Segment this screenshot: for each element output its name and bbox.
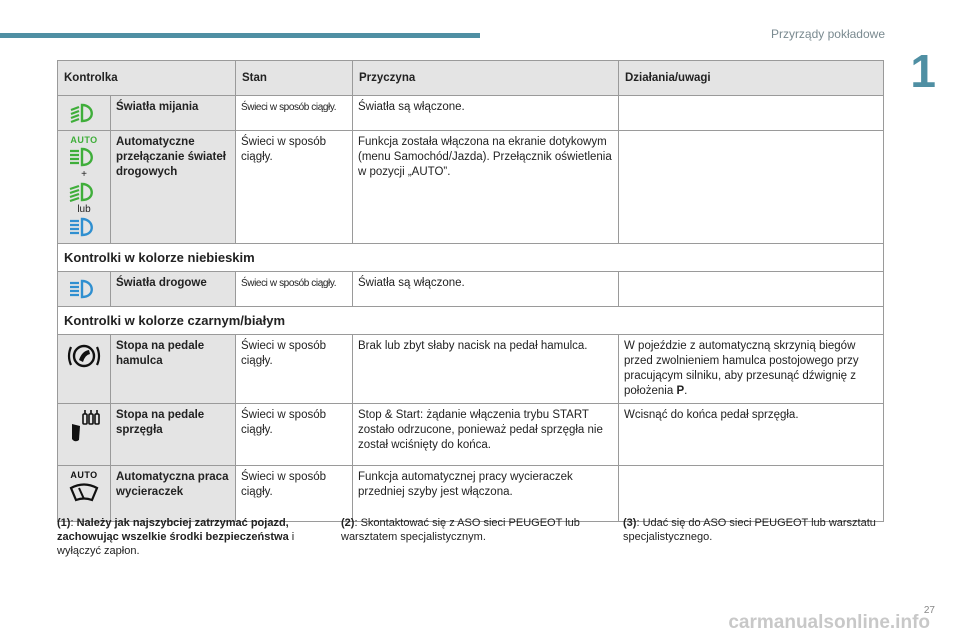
footnote-3 [623, 516, 883, 544]
high-beam-icon [68, 217, 100, 237]
high-beam-icon [68, 278, 100, 300]
row-name: Światła drogowe [111, 272, 236, 307]
footnote-2-text: : Skontaktować się z ASO sieci PEUGEOT lub warsztatem specjalistycznym. [341, 517, 580, 543]
row-action [619, 272, 884, 307]
table-header-row [58, 61, 884, 96]
table-row [58, 272, 884, 307]
dipped-beam-icon-cell [58, 96, 111, 131]
row-state: Świeci w sposób ciągły. [236, 335, 353, 404]
dipped-beam-icon [68, 182, 100, 202]
high-beam-icon-cell [58, 272, 111, 307]
section-row-blue [58, 244, 884, 272]
footnote-1: (1): Należy jak najszybciej zatrzymać pojazd, zachowując wszelkie środki bezpieczeństwa i wyłączyć zapłon. [57, 517, 295, 557]
row-cause: Światła są włączone. [353, 96, 619, 131]
header-dzialania: Działania/uwagi [619, 61, 884, 96]
table-row [58, 131, 884, 244]
row-action [619, 96, 884, 131]
footnote-3-text: : Udać się do ASO sieci PEUGEOT lub warsztatu specjalistycznego. [623, 517, 876, 543]
action-gear-p: P [676, 385, 685, 397]
or-label: lub [77, 204, 91, 215]
table-row [58, 404, 884, 466]
footnote-1-rest: i wyłączyć zapłon. [57, 531, 295, 557]
auto-wiper-icon-cell [58, 466, 111, 522]
row-state: Świeci w sposób ciągły. [236, 131, 353, 244]
auto-label: AUTO [70, 470, 98, 480]
watermark: carmanualsonline.info [728, 612, 930, 633]
plus-label: + [81, 169, 87, 180]
auto-label: AUTO [70, 135, 98, 145]
footnote-1-number: (1) [57, 517, 71, 529]
row-action: Wcisnąć do końca pedał sprzęgła. [619, 404, 884, 466]
table-row [58, 96, 884, 131]
row-action [619, 131, 884, 244]
row-cause: Funkcja została włączona na ekranie dotykowym (menu Samochód/Jazda). Przełącznik oświetlenia w pozycji „AUTO”. [353, 131, 619, 244]
row-name: Stopa na pedale sprzęgła [111, 404, 236, 466]
row-name: Automatyczne przełączanie świateł drogowych [111, 131, 236, 244]
footnote-3-number: (3) [623, 517, 637, 529]
section-title-black: Kontrolki w kolorze czarnym/białym [58, 307, 884, 335]
foot-on-clutch-icon [66, 410, 102, 444]
footnote-1-bold: Należy jak najszybciej zatrzymać pojazd, zachowując wszelkie środki bezpieczeństwa [57, 517, 289, 543]
row-cause: Światła są włączone. [353, 272, 619, 307]
table-row [58, 335, 884, 404]
action-end: . [684, 385, 688, 397]
row-cause: Stop & Start: żądanie włączenia trybu START zostało odrzucone, ponieważ pedał sprzęgła nie został wciśnięty do końca. [353, 404, 619, 466]
warning-lights-table [57, 60, 884, 522]
table-row [58, 466, 884, 522]
chapter-number: 1 [910, 45, 936, 97]
row-cause: Funkcja automatycznej pracy wycieraczek przedniej szyby jest włączona. [353, 466, 619, 522]
auto-high-beam-icon-cell [58, 131, 111, 244]
row-cause: Brak lub zbyt słaby nacisk na pedał hamulca. [353, 335, 619, 404]
row-state: Świeci w sposób ciągły. [236, 404, 353, 466]
page-number: 27 [923, 605, 935, 616]
header-stan: Stan [236, 61, 353, 96]
windscreen-wiper-icon [68, 482, 100, 504]
top-accent-bar [0, 33, 480, 38]
header-kontrolka: Kontrolka [58, 61, 236, 96]
row-action [619, 466, 884, 522]
auto-headlamp-icon [68, 147, 100, 167]
row-state: Świeci w sposób ciągły. [236, 96, 353, 131]
row-name: Automatyczna praca wycieraczek [111, 466, 236, 522]
header-przyczyna: Przyczyna [353, 61, 619, 96]
foot-on-clutch-icon-cell [58, 404, 111, 466]
row-state: Świeci w sposób ciągły. [236, 466, 353, 522]
dipped-beam-icon [68, 102, 100, 124]
section-title-blue: Kontrolki w kolorze niebieskim [58, 244, 884, 272]
section-title: Przyrządy pokładowe [770, 27, 885, 41]
row-name: Stopa na pedale hamulca [111, 335, 236, 404]
row-state: Świeci w sposób ciągły. [236, 272, 353, 307]
row-action [619, 335, 884, 404]
section-row-black [58, 307, 884, 335]
row-name: Światła mijania [111, 96, 236, 131]
foot-on-brake-icon [66, 341, 102, 371]
footnote-2-number: (2) [341, 517, 355, 529]
foot-on-brake-icon-cell [58, 335, 111, 404]
footnote-2 [341, 516, 601, 544]
action-text: W pojeździe z automatyczną skrzynią biegów przed zwolnieniem hamulca postojowego przy pracującym silniku, aby przesunąć dźwignię z położenia [624, 340, 859, 397]
